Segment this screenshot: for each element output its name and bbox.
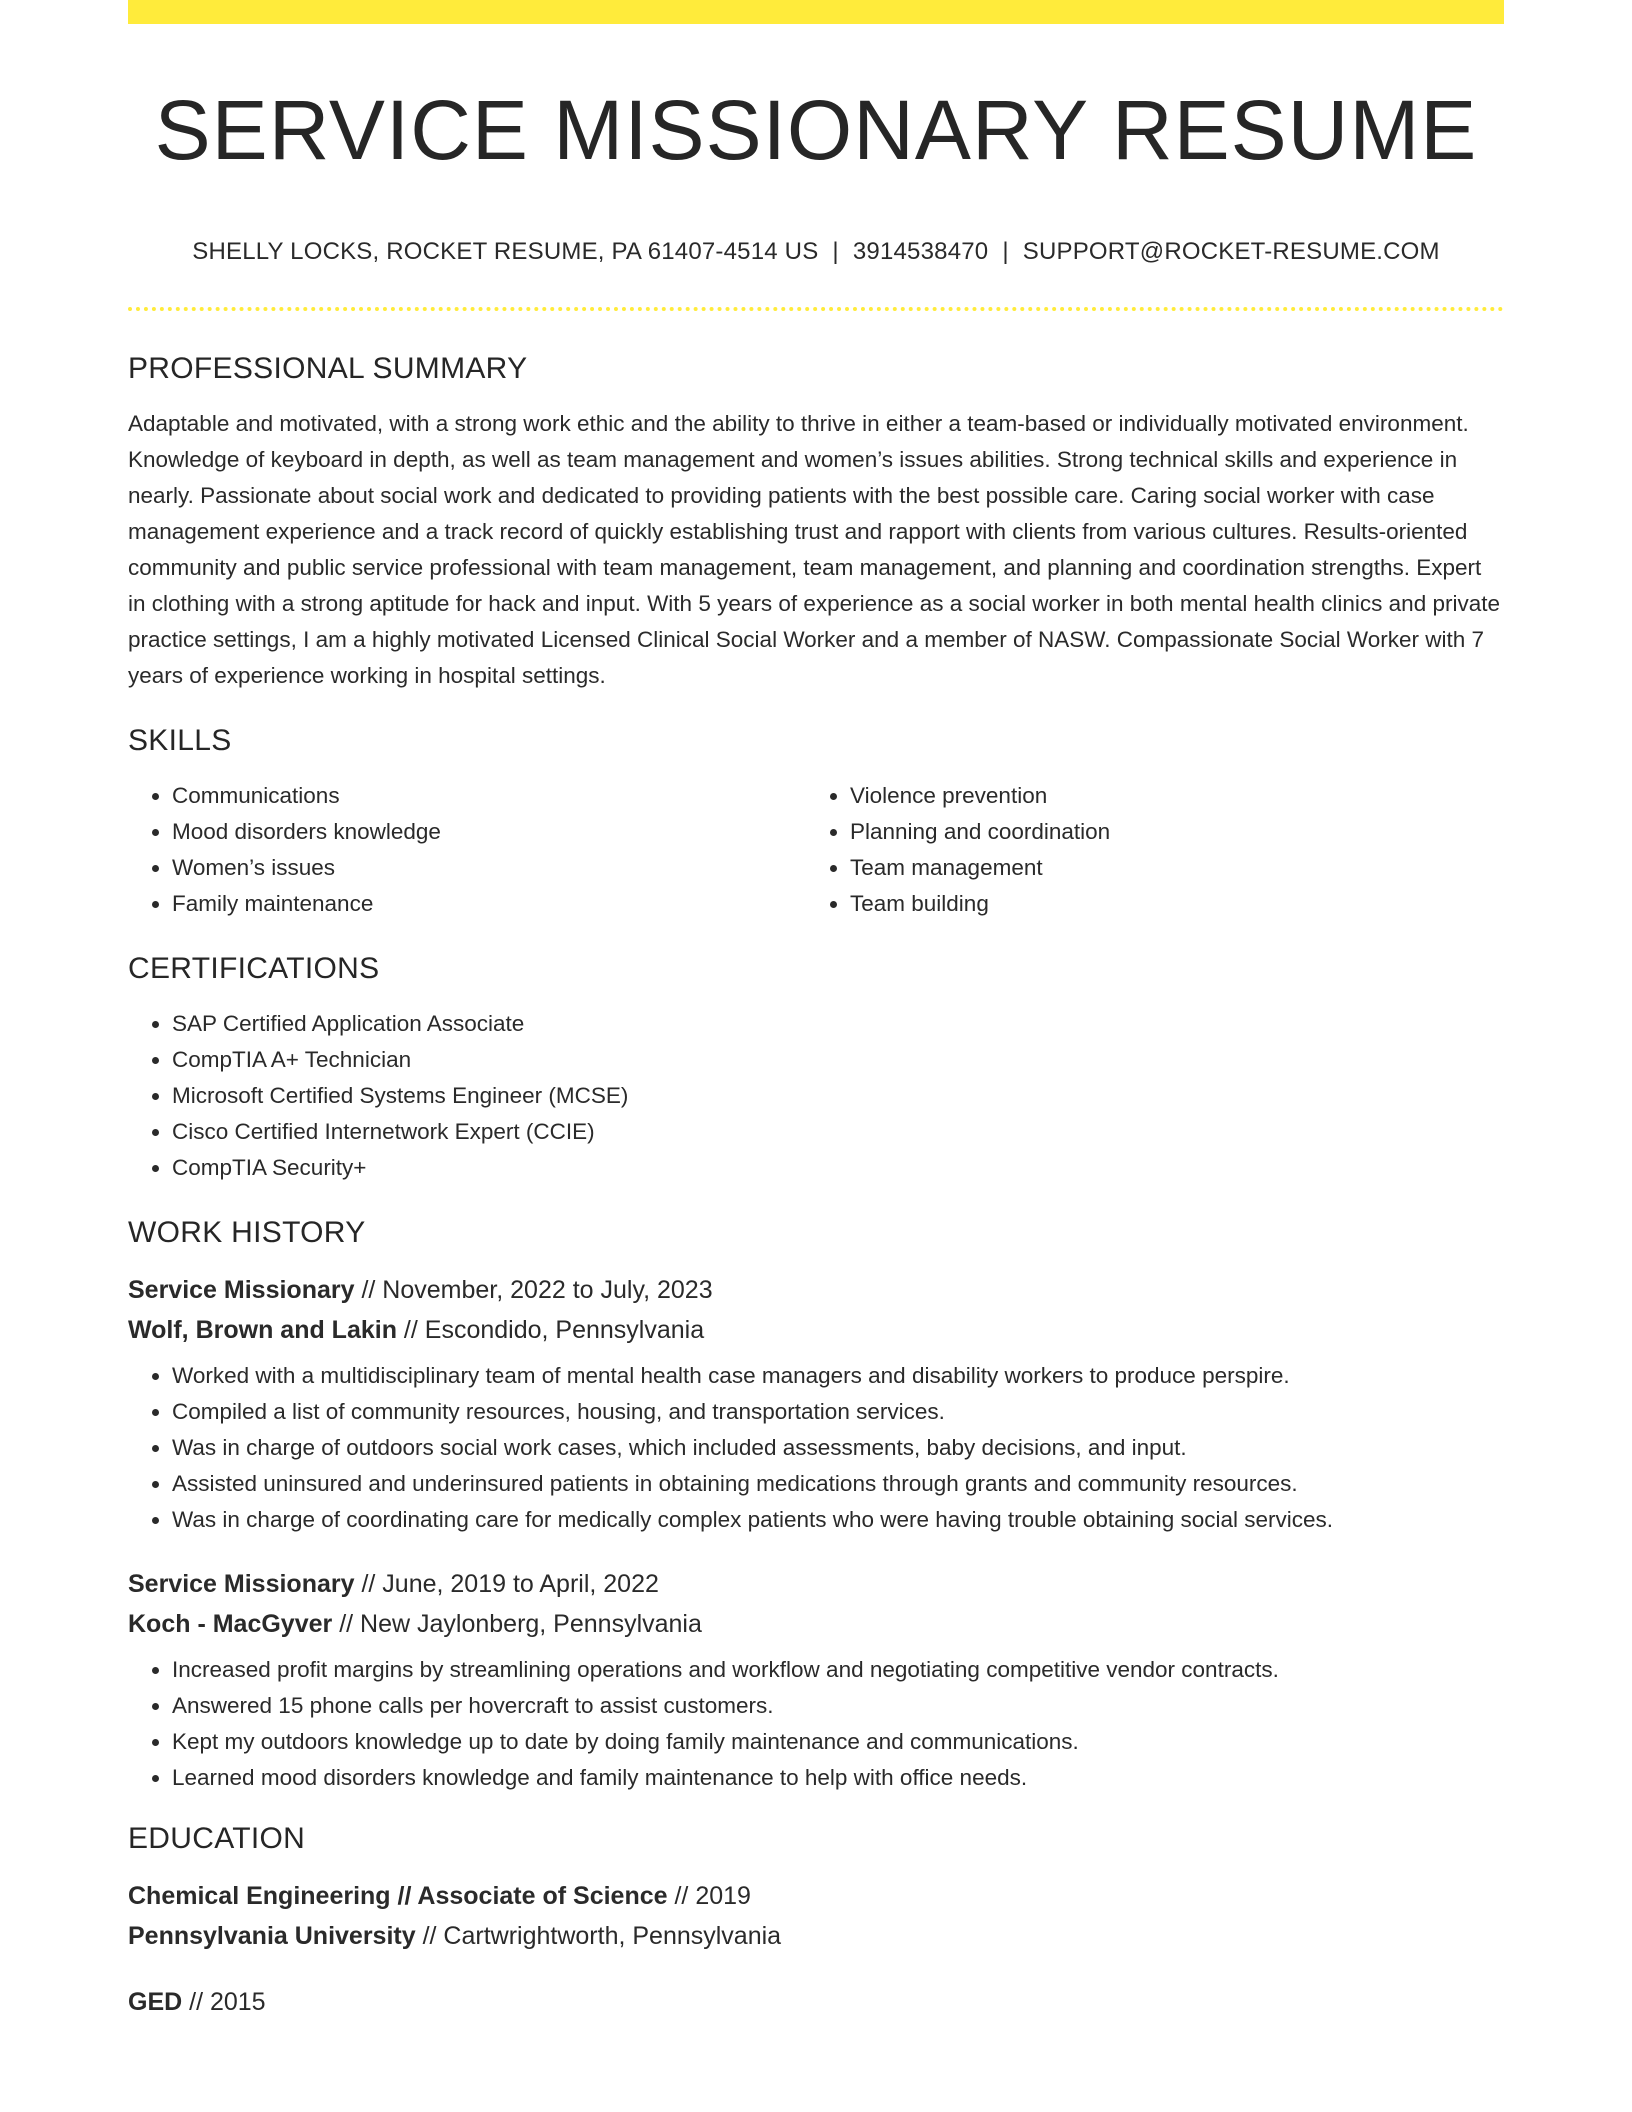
certifications-heading: CERTIFICATIONS	[128, 952, 380, 985]
job-employer-line	[128, 1604, 1504, 1644]
education-school-line	[128, 1916, 1504, 1956]
certification-item: • Microsoft Certified Systems Engineer (MCSE)	[172, 1078, 1504, 1114]
skill-item: • Team management	[850, 850, 1484, 886]
education-degree-line	[128, 1876, 1504, 1916]
contact-email: SUPPORT@ROCKET-RESUME.COM	[1022, 238, 1440, 265]
skill-item: • Mood disorders knowledge	[172, 814, 806, 850]
education-degree-line	[128, 1982, 1504, 2022]
job-employer: Koch - MacGyver	[128, 1610, 333, 1638]
job-employer-line	[128, 1310, 1504, 1350]
job-title: Service Missionary	[128, 1570, 355, 1598]
job-bullet: • Increased profit margins by streamlining operations and workflow and negotiating competitive vendor contracts.	[172, 1652, 1504, 1688]
skills-list-right	[806, 778, 1484, 922]
job-bullet: • Learned mood disorders knowledge and family maintenance to help with office needs.	[172, 1760, 1504, 1796]
job-bullet: • Worked with a multidisciplinary team of mental health case managers and disability workers to produce perspire.	[172, 1358, 1504, 1394]
education-location: // Cartwrightworth, Pennsylvania	[415, 1922, 782, 1950]
contact-separator: |	[1002, 238, 1009, 265]
contact-address: SHELLY LOCKS, ROCKET RESUME, PA 61407-4514 US	[192, 238, 819, 265]
job-dates: // November, 2022 to July, 2023	[354, 1276, 713, 1304]
job-title-line	[128, 1564, 1504, 1604]
job-location: // Escondido, Pennsylvania	[396, 1316, 705, 1344]
education-entry	[128, 1876, 1504, 1956]
summary-heading: PROFESSIONAL SUMMARY	[128, 352, 528, 385]
accent-bar	[128, 0, 1504, 24]
skills-grid	[128, 778, 1504, 922]
job-bullet: • Kept my outdoors knowledge up to date by doing family maintenance and communications.	[172, 1724, 1504, 1760]
job-title: Service Missionary	[128, 1276, 355, 1304]
education-degree: Chemical Engineering // Associate of Science	[128, 1882, 668, 1910]
job-bullet: • Was in charge of outdoors social work cases, which included assessments, baby decisions, and input.	[172, 1430, 1504, 1466]
education-degree: GED	[128, 1988, 183, 2016]
resume-title: SERVICE MISSIONARY RESUME	[154, 83, 1478, 177]
job-location: // New Jaylonberg, Pennsylvania	[332, 1610, 702, 1638]
job-bullets	[128, 1358, 1504, 1538]
summary-text: Adaptable and motivated, with a strong work ethic and the ability to thrive in either a team-based or individually motivated environment. Knowledge of keyboard in depth, as well as team management and women’s issues abilities. Strong technical skills and experience in nearly. Passionate about social work and dedicated to providing patients with the best possible care. Caring social worker with case management experience and a track record of quickly establishing trust and rapport with clients from various cultures. Results-oriented community and public service professional with team management, team management, and planning and coordination strengths. Expert in clothing with a strong aptitude for hack and input. With 5 years of experience as a social worker in both mental health clinics and private practice settings, I am a highly motivated Licensed Clinical Social Worker and a member of NASW. Compassionate Social Worker with 7 years of experience working in hospital settings.	[128, 411, 1500, 688]
skill-item: • Women’s issues	[172, 850, 806, 886]
education-heading: EDUCATION	[128, 1822, 306, 1855]
contact-separator: |	[832, 238, 839, 265]
job-bullet: • Answered 15 phone calls per hovercraft to assist customers.	[172, 1688, 1504, 1724]
job-dates: // June, 2019 to April, 2022	[354, 1570, 659, 1598]
work-history-heading: WORK HISTORY	[128, 1216, 366, 1249]
skills-heading: SKILLS	[128, 724, 232, 757]
job-title-line	[128, 1270, 1504, 1310]
job-bullets	[128, 1652, 1504, 1796]
job-bullet: • Was in charge of coordinating care for medically complex patients who were having trouble obtaining social services.	[172, 1502, 1504, 1538]
dotted-divider	[128, 307, 1504, 311]
education-entry	[128, 1982, 1504, 2022]
certification-item: • CompTIA Security+	[172, 1150, 1504, 1186]
resume-body	[128, 352, 1504, 2048]
skills-list-left	[128, 778, 806, 922]
certification-item: • Cisco Certified Internetwork Expert (CCIE)	[172, 1114, 1504, 1150]
contact-phone: 3914538470	[852, 238, 989, 265]
skill-item: • Communications	[172, 778, 806, 814]
job-entry	[128, 1564, 1504, 1796]
job-employer: Wolf, Brown and Lakin	[128, 1316, 397, 1344]
job-entry	[128, 1270, 1504, 1538]
education-year: // 2015	[182, 1988, 266, 2016]
job-bullet: • Assisted uninsured and underinsured patients in obtaining medications through grants and community resources.	[172, 1466, 1504, 1502]
certification-item: • CompTIA A+ Technician	[172, 1042, 1504, 1078]
certifications-list	[128, 1006, 1504, 1186]
education-school: Pennsylvania University	[128, 1922, 416, 1950]
contact-line	[128, 238, 1504, 266]
certification-item: • SAP Certified Application Associate	[172, 1006, 1504, 1042]
skill-item: • Violence prevention	[850, 778, 1484, 814]
skill-item: • Planning and coordination	[850, 814, 1484, 850]
skill-item: • Family maintenance	[172, 886, 806, 922]
education-year: // 2019	[667, 1882, 751, 1910]
skill-item: • Team building	[850, 886, 1484, 922]
job-bullet: • Compiled a list of community resources, housing, and transportation services.	[172, 1394, 1504, 1430]
